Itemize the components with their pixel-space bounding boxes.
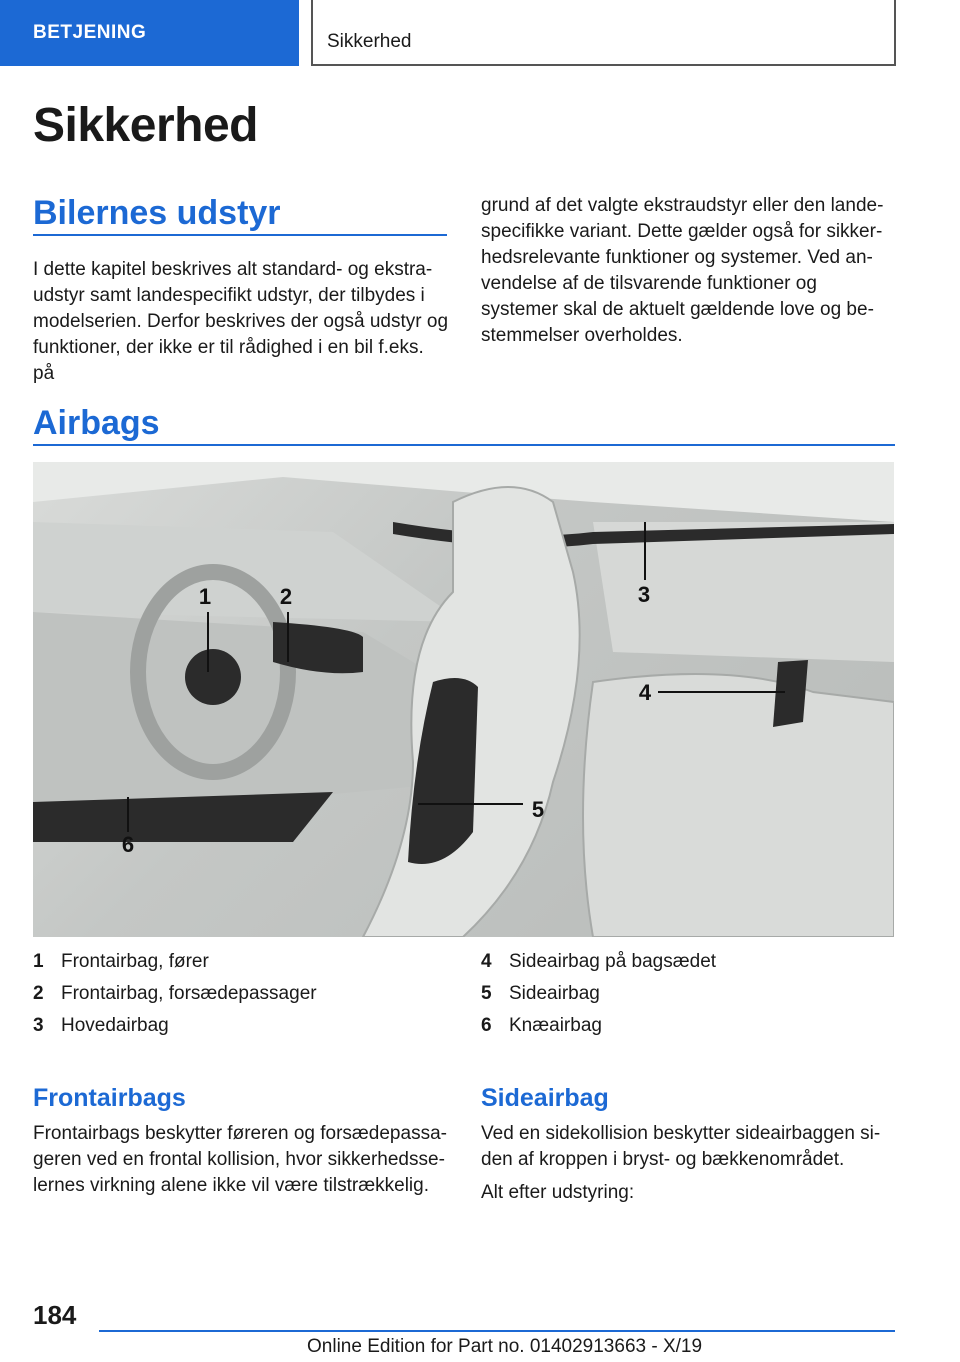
equipment-paragraph-right: grund af det valgte ekstraudstyr eller den landespecifikke variant. Dette gælder også for sikkerhedsrelevante funktioner og systemer. Ved anvendelse af de tilsvarende funktioner og systemer skal de aktuelt gældende love og bestemmelser overholdes. (481, 195, 884, 346)
footer-rule (99, 1330, 895, 1332)
sideairbag-text: Ved en sidekollision beskytter sideairbaggen siden af kroppen i bryst- og bækkenområdet. (481, 1123, 881, 1170)
legend-item (481, 946, 716, 978)
legend-item (33, 1010, 317, 1042)
equipment-paragraph-left: I dette kapitel beskrives alt standard- og ekstraudstyr samt landespecifikt udstyr, der tilbydes i modelserien. Derfor beskrives der også udstyr og funktioner, der ikke er til rådighed i en bil f.eks. på (33, 259, 449, 384)
passenger-airbag-shape (273, 622, 363, 673)
callout-4: 4 (638, 680, 652, 705)
legend-number: 2 (33, 983, 44, 1004)
windshield (33, 522, 463, 622)
legend-number: 3 (33, 1015, 44, 1036)
legend-label: Hovedairbag (61, 1015, 169, 1036)
frontairbags-text: Frontairbags beskytter føreren og forsædepassageren ved en frontal kollision, hvor sikkerhedsselernes virkning alene ikke vil være tilstrækkelig. (33, 1123, 447, 1196)
car-interior-drawing (33, 462, 894, 937)
sideairbag-text-2: Alt efter udstyring: (481, 1182, 635, 1203)
legend-left (33, 946, 317, 1042)
airbag-illustration (33, 462, 894, 937)
legend-label: Knæairbag (509, 1015, 602, 1036)
callout-3: 3 (637, 582, 651, 607)
header-section-label: BETJENING (33, 22, 147, 43)
callout-5: 5 (531, 797, 545, 822)
header-chapter-tab (311, 0, 896, 66)
legend-number: 6 (481, 1015, 492, 1036)
legend-label: Sideairbag (509, 983, 600, 1004)
legend-item (481, 1010, 716, 1042)
airbags-heading-rule (33, 444, 895, 446)
equipment-heading-rule (33, 234, 447, 236)
header-chapter-label: Sikkerhed (327, 31, 412, 52)
legend-label: Frontairbag, fører (61, 951, 209, 972)
legend-number: 4 (481, 951, 492, 972)
legend-label: Frontairbag, forsædepassager (61, 983, 317, 1004)
frontairbags-heading: Frontairbags (33, 1084, 186, 1112)
rear-seat (583, 674, 894, 937)
legend-item (33, 946, 317, 978)
callout-2: 2 (279, 584, 293, 609)
legend-item (481, 978, 716, 1010)
footer-edition-text: Online Edition for Part no. 01402913663 - X/19 (307, 1336, 703, 1357)
callout-1: 1 (198, 584, 212, 609)
equipment-heading: Bilernes udstyr (33, 194, 281, 232)
header-section-tab (0, 0, 299, 66)
sideairbag-heading: Sideairbag (481, 1084, 609, 1112)
legend-label: Sideairbag på bagsædet (509, 951, 717, 972)
page-title: Sikkerhed (33, 99, 258, 152)
legend-number: 1 (33, 951, 44, 972)
legend-item (33, 978, 317, 1010)
callout-6: 6 (121, 832, 135, 857)
legend-right (481, 946, 716, 1042)
page-number: 184 (33, 1300, 77, 1330)
airbags-heading: Airbags (33, 404, 160, 442)
rear-side-airbag-shape (773, 660, 808, 727)
legend-number: 5 (481, 983, 492, 1004)
dashboard (33, 612, 463, 822)
driver-airbag-shape (185, 649, 241, 705)
